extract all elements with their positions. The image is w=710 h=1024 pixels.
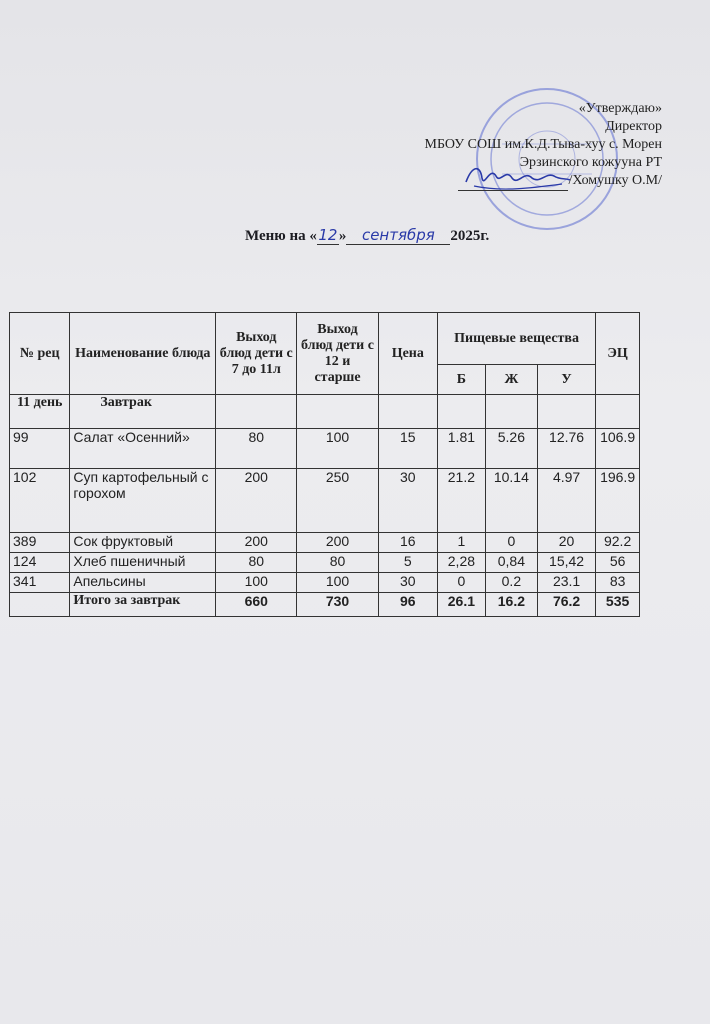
header-protein: Б (437, 365, 485, 395)
cell-fat: 0 (485, 533, 537, 553)
cell-name: Апельсины (70, 573, 216, 593)
total-yield-7-11: 660 (216, 593, 297, 617)
table-row (10, 553, 640, 573)
cell-protein: 1 (437, 533, 485, 553)
table-row (10, 533, 640, 553)
header-yield-12: Выход блюд дети с 12 и старше (297, 313, 378, 395)
section-row (10, 395, 640, 429)
cell-name: Суп картофельный с горохом (70, 469, 216, 533)
cell-carbs: 23.1 (537, 573, 595, 593)
cell-energy: 83 (596, 573, 640, 593)
cell-price: 30 (378, 573, 437, 593)
header-carbs: У (537, 365, 595, 395)
approval-position: Директор (605, 119, 662, 134)
approval-heading: «Утверждаю» (578, 101, 662, 116)
menu-title-month: сентября (346, 226, 450, 245)
cell-carbs: 15,42 (537, 553, 595, 573)
cell-num: 102 (10, 469, 70, 533)
total-yield-12: 730 (297, 593, 378, 617)
approval-district: Эрзинского кожууна РТ (519, 155, 662, 170)
menu-title-mid: » (338, 228, 347, 244)
table-row (10, 469, 640, 533)
cell-fat: 0,84 (485, 553, 537, 573)
table-row (10, 573, 640, 593)
cell-num: 99 (10, 429, 70, 469)
cell-carbs: 20 (537, 533, 595, 553)
total-protein: 26.1 (437, 593, 485, 617)
cell-price: 15 (378, 429, 437, 469)
total-label: Итого за завтрак (70, 593, 216, 617)
cell-yield-12: 200 (297, 533, 378, 553)
cell-fat: 10.14 (485, 469, 537, 533)
cell-yield-12: 250 (297, 469, 378, 533)
approval-school: МБОУ СОШ им.К.Д.Тыва-хуу с. Морен (424, 137, 662, 152)
section-day: 11 день (10, 395, 70, 429)
menu-table (9, 312, 640, 617)
total-carbs: 76.2 (537, 593, 595, 617)
cell-name: Хлеб пшеничный (70, 553, 216, 573)
header-recipe-number: № рец (10, 313, 70, 395)
cell-yield-7-11: 200 (216, 533, 297, 553)
cell-num: 389 (10, 533, 70, 553)
cell-energy: 196.9 (596, 469, 640, 533)
cell-energy: 56 (596, 553, 640, 573)
menu-title-year: 2025г. (450, 228, 490, 244)
director-signature (462, 158, 572, 196)
cell-protein: 2,28 (437, 553, 485, 573)
total-row (10, 593, 640, 617)
cell-price: 30 (378, 469, 437, 533)
menu-title-prefix: Меню на « (245, 228, 317, 244)
header-price: Цена (378, 313, 437, 395)
cell-yield-7-11: 80 (216, 429, 297, 469)
cell-price: 16 (378, 533, 437, 553)
total-price: 96 (378, 593, 437, 617)
cell-yield-7-11: 100 (216, 573, 297, 593)
cell-yield-7-11: 80 (216, 553, 297, 573)
header-energy: ЭЦ (596, 313, 640, 395)
cell-carbs: 4.97 (537, 469, 595, 533)
cell-price: 5 (378, 553, 437, 573)
menu-title-day: 12 (318, 226, 338, 244)
cell-carbs: 12.76 (537, 429, 595, 469)
section-meal: Завтрак (70, 395, 216, 429)
total-energy: 535 (596, 593, 640, 617)
total-fat: 16.2 (485, 593, 537, 617)
header-dish-name: Наименование блюда (70, 313, 216, 395)
cell-protein: 1.81 (437, 429, 485, 469)
cell-yield-7-11: 200 (216, 469, 297, 533)
table-row (10, 429, 640, 469)
cell-fat: 0.2 (485, 573, 537, 593)
cell-fat: 5.26 (485, 429, 537, 469)
header-yield-7-11: Выход блюд дети с 7 до 11л (216, 313, 297, 395)
cell-yield-12: 100 (297, 429, 378, 469)
header-nutrients: Пищевые вещества (437, 313, 595, 365)
cell-energy: 106.9 (596, 429, 640, 469)
cell-protein: 0 (437, 573, 485, 593)
cell-num: 124 (10, 553, 70, 573)
cell-yield-12: 100 (297, 573, 378, 593)
cell-protein: 21.2 (437, 469, 485, 533)
menu-title (245, 226, 489, 245)
cell-name: Сок фруктовый (70, 533, 216, 553)
cell-name: Салат «Осенний» (70, 429, 216, 469)
cell-num: 341 (10, 573, 70, 593)
cell-yield-12: 80 (297, 553, 378, 573)
cell-energy: 92.2 (596, 533, 640, 553)
approval-name: /Хомушку О.М/ (568, 173, 662, 188)
header-fat: Ж (485, 365, 537, 395)
